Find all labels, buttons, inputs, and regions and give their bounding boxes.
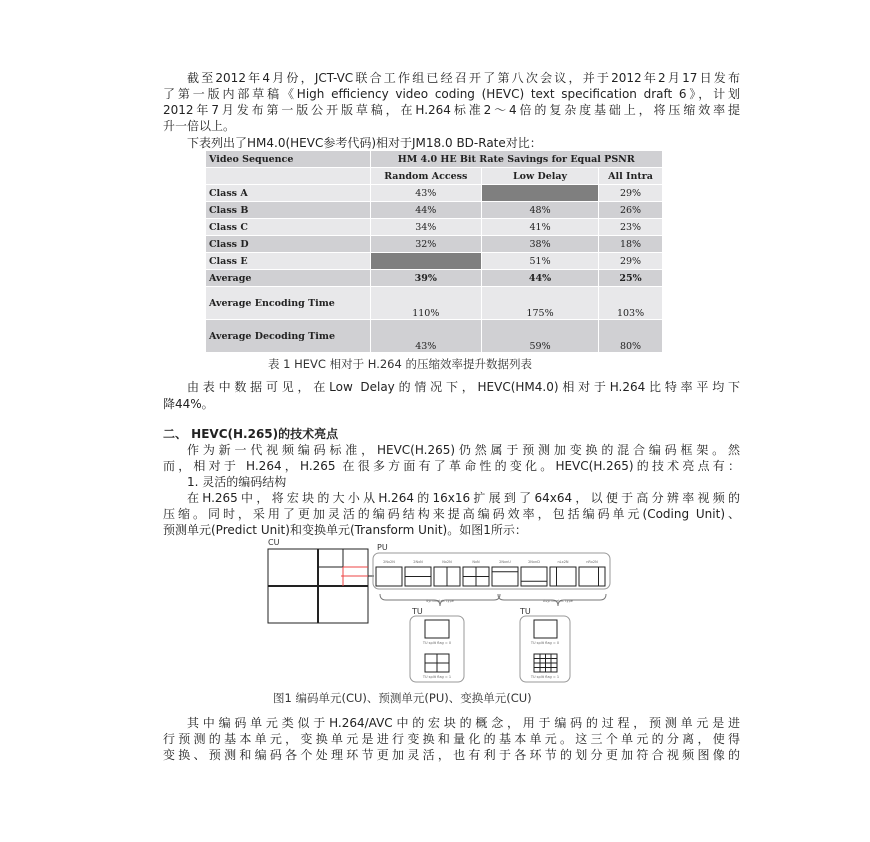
empty-cell: [371, 253, 482, 269]
para1-line: 2012年7月发布第一版公开版草稿，在H.264标准2～4倍的复杂度基础上，将压缩效率提: [163, 103, 740, 117]
table-cell: 103%: [599, 287, 662, 319]
table-cell: 110%: [371, 287, 482, 319]
pu-partition: [550, 567, 576, 586]
table-cell: 59%: [482, 320, 598, 352]
col-header: Low Delay: [482, 168, 598, 184]
para3-line: 降44%。: [163, 397, 214, 411]
para2: 下表列出了HM4.0(HEVC参考代码)相对于JM18.0 BD-Rate对比：: [187, 136, 542, 150]
tu-flag-label: TU split flag = 0: [530, 641, 560, 645]
pu-partition: [492, 567, 518, 586]
table-header: Video Sequence: [206, 151, 370, 167]
cu-label: CU: [268, 538, 280, 547]
para6-line: 行预测的基本单元，变换单元是进行变换和量化的基本单元。这三个单元的分离，使得: [163, 732, 740, 746]
table-row: [206, 270, 662, 286]
table-row: [206, 253, 662, 269]
pu-type-label: 2NxnU: [499, 560, 511, 564]
table-cell: 34%: [371, 219, 482, 235]
section-heading: 二、 HEVC(H.265)的技术亮点: [163, 427, 339, 441]
pu-type-label: 2Nx2N: [383, 560, 395, 564]
table-cell: 39%: [371, 270, 482, 286]
tu-label: TU: [412, 607, 423, 616]
subheading: 1. 灵活的编码结构: [187, 475, 287, 489]
table-cell: 43%: [371, 320, 482, 352]
asymmetric-label: Asymmetric type: [543, 599, 573, 603]
para5-line: 预测单元(Predict Unit)和变换单元(Transform Unit)。如图1所示：: [163, 523, 527, 537]
table-cell: 44%: [482, 270, 598, 286]
para5-line: 压缩。同时，采用了更加灵活的编码结构来提高编码效率，包括编码单元(Coding Unit)、: [163, 507, 740, 521]
para1-line: 了第一版内部草稿《High efficiency video coding (HEVC) text specification draft 6》，计划: [163, 87, 740, 101]
tu-flag-label: TU split flag = 1: [422, 675, 452, 679]
row-label: Average Encoding Time: [206, 287, 370, 319]
table-cell: 23%: [599, 219, 662, 235]
table-cell: 175%: [482, 287, 598, 319]
cu-pu-tu-figure: [262, 536, 612, 686]
para1-line: 升一倍以上。: [163, 119, 236, 133]
row-label: Average Decoding Time: [206, 320, 370, 352]
pu-type-label: Nx2N: [442, 560, 452, 564]
pu-type-label: 2NxN: [413, 560, 423, 564]
pu-type-label: 2NxnD: [528, 560, 540, 564]
table-cell: 51%: [482, 253, 598, 269]
table-cell: 38%: [482, 236, 598, 252]
table-caption: 表 1 HEVC 相对于 H.264 的压缩效率提升数据列表: [268, 357, 532, 371]
table-cell: 44%: [371, 202, 482, 218]
tu-label: TU: [520, 607, 531, 616]
row-label: Class C: [206, 219, 370, 235]
para6-line: 变换、预测和编码各个处理环节更加灵活，也有利于各环节的划分更加符合视频图像的: [163, 748, 740, 762]
symmetric-label: Symmetric type: [426, 599, 454, 603]
pu-partition: [579, 567, 605, 586]
table-cell: 41%: [482, 219, 598, 235]
table-row: [206, 219, 662, 235]
table-row: [206, 320, 662, 352]
table-cell: 18%: [599, 236, 662, 252]
table-row: [206, 287, 662, 319]
para6-line: 其中编码单元类似于H.264/AVC中的宏块的概念，用于编码的过程，预测单元是进: [187, 716, 740, 730]
row-label: Class B: [206, 202, 370, 218]
row-label: Class A: [206, 185, 370, 201]
para3-line: 由表中数据可见，在Low Delay的情况下，HEVC(HM4.0)相对于H.264比特率平均下: [187, 380, 740, 394]
table-cell: 48%: [482, 202, 598, 218]
para5-line: 在H.265中，将宏块的大小从H.264的16x16扩展到了64x64，以便于高分辨率视频的: [187, 491, 740, 505]
para4-line: 而，相对于 H.264，H.265 在很多方面有了革命性的变化。HEVC(H.265)的技术亮点有：: [163, 459, 740, 473]
table-cell: 25%: [599, 270, 662, 286]
tu-flag-label: TU split flag = 0: [422, 641, 452, 645]
comparison-table: [205, 150, 663, 353]
table-cell: 32%: [371, 236, 482, 252]
table-cell: 80%: [599, 320, 662, 352]
row-label: Class E: [206, 253, 370, 269]
pu-type-label: nRx2N: [586, 560, 598, 564]
para4-line: 作为新一代视频编码标准，HEVC(H.265)仍然属于预测加变换的混合编码框架。然: [187, 443, 740, 457]
cu-diagram: [268, 549, 368, 623]
table-row: [206, 236, 662, 252]
table-row: [206, 202, 662, 218]
table-cell: 26%: [599, 202, 662, 218]
col-header: All Intra: [599, 168, 662, 184]
tu-flag-label: TU split flag = 1: [530, 675, 560, 679]
table-header: HM 4.0 HE Bit Rate Savings for Equal PSNR: [371, 151, 662, 167]
para1-line: 截至2012年4月份，JCT-VC联合工作组已经召开了第八次会议，并于2012年2月17日发布: [187, 71, 740, 85]
pu-partition: [376, 567, 402, 586]
table-cell: 43%: [371, 185, 482, 201]
row-label: Class D: [206, 236, 370, 252]
pu-partition: [521, 567, 547, 586]
pu-type-label: NxN: [472, 560, 480, 564]
table-cell: 29%: [599, 185, 662, 201]
table-cell: 29%: [599, 253, 662, 269]
row-label: Average: [206, 270, 370, 286]
pu-type-label: nLx2N: [557, 560, 569, 564]
col-header: Random Access: [371, 168, 482, 184]
figure-caption: 图1 编码单元(CU)、预测单元(PU)、变换单元(CU): [273, 691, 532, 705]
empty-cell: [482, 185, 598, 201]
pu-label: PU: [377, 543, 388, 552]
table-row: [206, 185, 662, 201]
